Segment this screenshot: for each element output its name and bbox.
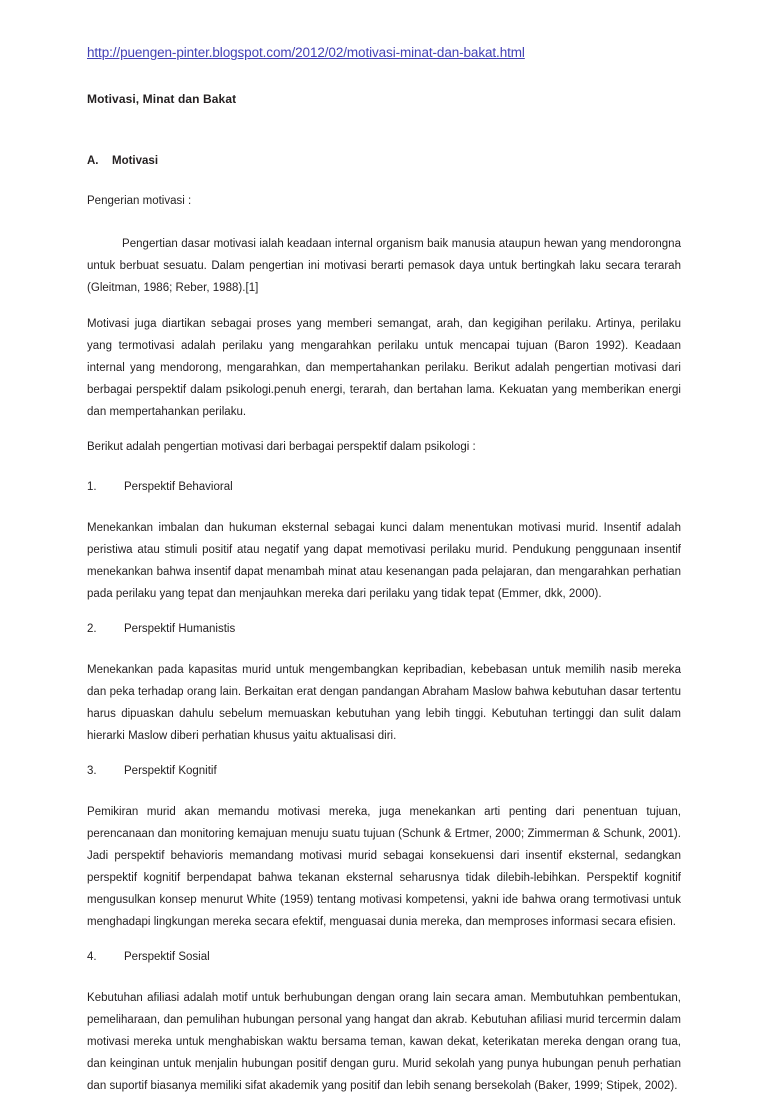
list-item-number: 3. (87, 765, 97, 777)
paragraph: Pemikiran murid akan memandu motivasi mereka, juga menekankan arti penting dari penentuan tujuan, perencanaan dan monitoring kemajuan menuju suatu tujuan (Schunk & Ertmer, 2000; Zimmerman & Schunk, 2001). Jadi perspektif behavioris memandang motivasi murid sebagai konsekuensi dari insentif eksternal, sedangkan perspektif kognitif berpendapat bahwa tekanan eksternal seharusnya tidak dilebih-lebihkan. Perspektif kognitif mengusulkan konsep menurut White (1959) tentang motivasi kompetensi, yakni ide bahwa orang termotivasi untuk menghadapi lingkungan mereka secara efektif, menguasai dunia mereka, dan memproses informasi secara efisien. (87, 806, 681, 928)
paragraph: Motivasi juga diartikan sebagai proses yang memberi semangat, arah, dan kegigihan perilaku. Artinya, perilaku yang termotivasi adalah perilaku yang mengarahkan perilaku untuk mencapai tujuan (Baron 1992). Keadaan internal yang mendorong, mengarahkan, dan mempertahankan perilaku. Berikut adalah pengertian motivasi dari berbagai perspektif dalam psikologi.penuh energi, terarah, dan bertahan lama. Kekuatan yang memberikan energi dan mempertahankan perilaku. (87, 318, 681, 418)
source-url-link[interactable]: http://puengen-pinter.blogspot.com/2012/02/motivasi-minat-dan-bakat.html (87, 45, 525, 60)
list-item-label: Perspektif Humanistis (124, 623, 236, 635)
section-lead-text: Pengerian motivasi : (87, 195, 192, 207)
list-item-number: 4. (87, 951, 97, 963)
paragraph: Pengertian dasar motivasi ialah keadaan internal organism baik manusia ataupun hewan yang mendorongna untuk berbuat sesuatu. Dalam pengertian ini motivasi berarti pemasok daya untuk bertingkah laku secara terarah (Gleitman, 1986; Reber, 1988).[1] (87, 238, 681, 294)
paragraph: Menekankan pada kapasitas murid untuk mengembangkan kepribadian, kebebasan untuk memilih nasib mereka dan peka terhadap orang lain. Berkaitan erat dengan pandangan Abraham Maslow bahwa kebutuhan dasar tertentu harus dipuaskan dahulu sebelum memuaskan kebutuhan yang lebih tinggi. Kebutuhan tertinggi dan sulit dalam hierarki Maslow diberi perhatian khusus yaitu aktualisasi diri. (87, 664, 681, 742)
list-item-number: 1. (87, 481, 97, 493)
list-item-heading-3 (87, 761, 681, 781)
list-item-heading-2 (87, 619, 681, 639)
list-item-label: Perspektif Behavioral (124, 481, 233, 493)
section-marker: A. (87, 155, 99, 167)
list-item-label: Perspektif Sosial (124, 951, 210, 963)
list-item-heading-4 (87, 947, 681, 967)
section-label: Motivasi (112, 155, 159, 167)
paragraph: Kebutuhan afiliasi adalah motif untuk berhubungan dengan orang lain secara aman. Membutuhkan pembentukan, pemeliharaan, dan pemulihan hubungan personal yang hangat dan akrab. Kebutuhan afiliasi murid tercermin dalam motivasi mereka untuk menghabiskan waktu bersama teman, kawan dekat, keterikatan mereka dengan orang tua, dan keinginan untuk menjalin hubungan positif dengan guru. Murid sekolah yang punya hubungan penuh perhatian dan suportif biasanya memiliki sifat akademik yang positif dan lebih senang bersekolah (Baker, 1999; Stipek, 2002). (87, 992, 681, 1092)
list-item-label: Perspektif Kognitif (124, 765, 217, 777)
paragraph: Menekankan imbalan dan hukuman eksternal sebagai kunci dalam menentukan motivasi murid. Insentif adalah peristiwa atau stimuli positif atau negatif yang dapat memotivasi perilaku murid. Pendukung penggunaan insentif menekankan bahwa insentif dapat menambah minat atau kesenangan pada pelajaran, dan mengarahkan perhatian pada perilaku yang tepat dan menjauhkan mereka dari perilaku yang tidak tepat (Emmer, dkk, 2000). (87, 522, 681, 600)
list-item-heading-1 (87, 477, 681, 497)
list-intro-text: Berikut adalah pengertian motivasi dari berbagai perspektif dalam psikologi : (87, 441, 476, 453)
document-title: Motivasi, Minat dan Bakat (87, 92, 237, 106)
list-item-number: 2. (87, 623, 97, 635)
section-heading-motivasi (87, 152, 681, 170)
